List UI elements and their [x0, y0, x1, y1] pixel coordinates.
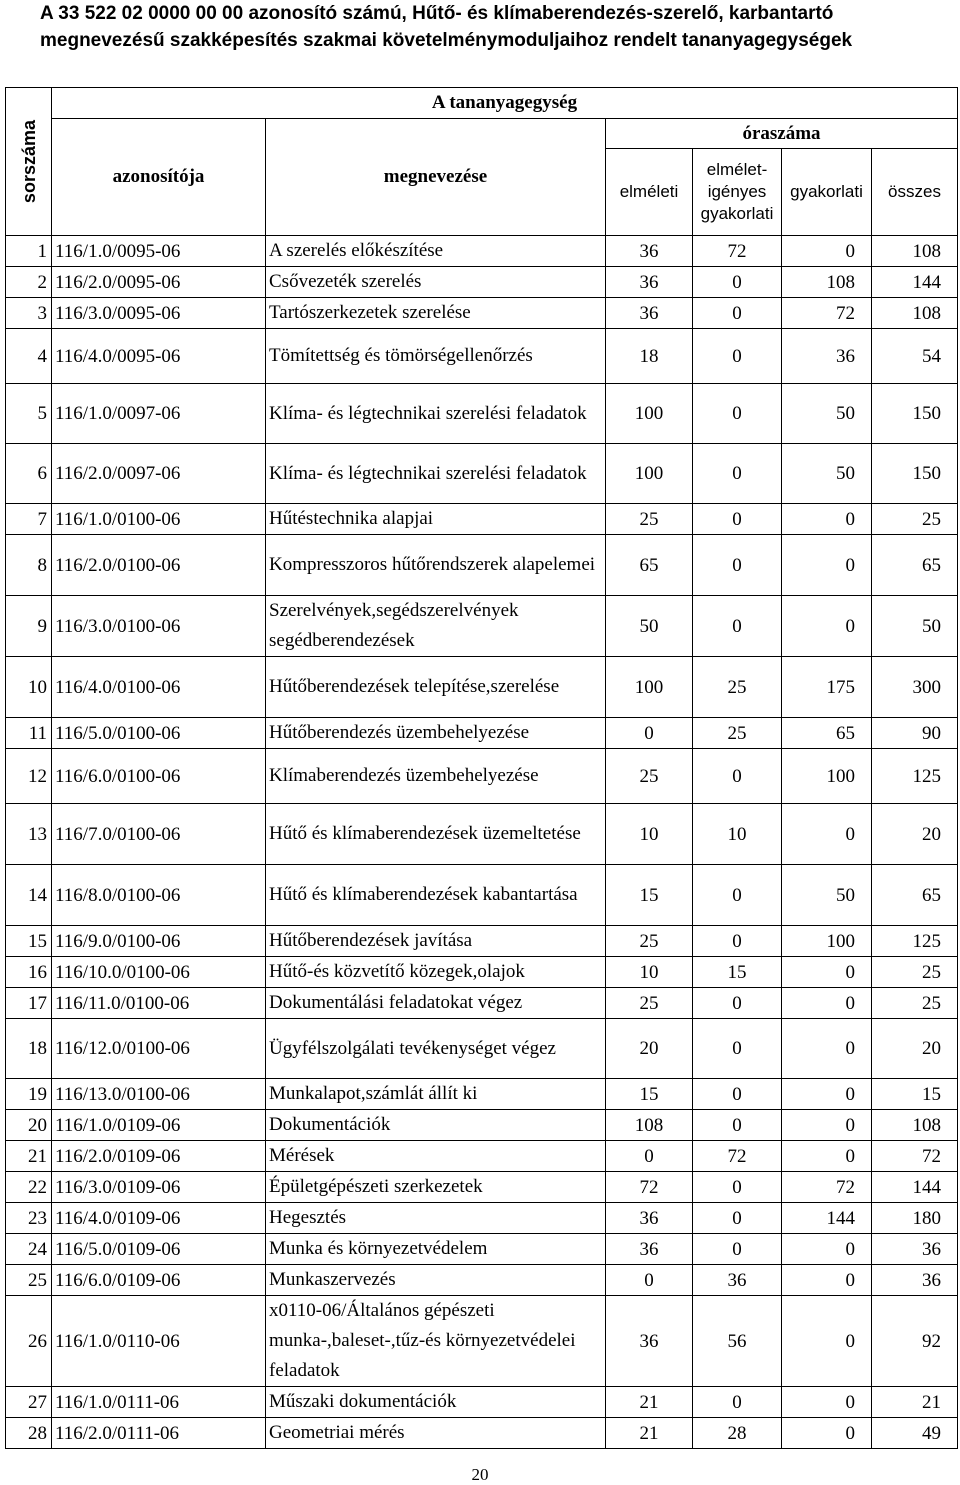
row-elmelet-igenyes: 0 [693, 504, 782, 535]
row-elmelet-igenyes: 0 [693, 298, 782, 329]
row-name: Hűtő és klímaberendezések üzemeltetése [266, 804, 606, 865]
row-osszes: 15 [872, 1079, 958, 1110]
row-elmeleti: 20 [606, 1019, 693, 1079]
row-osszes: 25 [872, 988, 958, 1019]
header-elmeleti: elméleti [606, 149, 693, 236]
header-group: A tananyagegység [52, 88, 958, 119]
row-elmeleti: 18 [606, 329, 693, 384]
row-number: 27 [6, 1387, 52, 1418]
row-number: 26 [6, 1296, 52, 1387]
row-name: Ügyfélszolgálati tevékenységet végez [266, 1019, 606, 1079]
row-elmelet-igenyes: 10 [693, 804, 782, 865]
row-elmelet-igenyes: 0 [693, 926, 782, 957]
row-name: Hűtőberendezések javítása [266, 926, 606, 957]
table-row [6, 1387, 958, 1418]
row-osszes: 144 [872, 1172, 958, 1203]
row-elmeleti: 65 [606, 535, 693, 596]
row-number: 19 [6, 1079, 52, 1110]
row-elmelet-igenyes: 0 [693, 444, 782, 504]
row-name: Munka és környezetvédelem [266, 1234, 606, 1265]
table-row [6, 749, 958, 804]
row-identifier: 116/8.0/0100-06 [52, 865, 266, 926]
row-number: 17 [6, 988, 52, 1019]
row-osszes: 65 [872, 535, 958, 596]
row-number: 22 [6, 1172, 52, 1203]
row-elmeleti: 21 [606, 1418, 693, 1449]
row-number: 21 [6, 1141, 52, 1172]
table-row [6, 865, 958, 926]
row-number: 8 [6, 535, 52, 596]
row-identifier: 116/4.0/0109-06 [52, 1203, 266, 1234]
row-name: Hűtőberendezések telepítése,szerelése [266, 657, 606, 718]
row-name: Mérések [266, 1141, 606, 1172]
table-row [6, 804, 958, 865]
row-identifier: 116/1.0/0111-06 [52, 1387, 266, 1418]
table-body [6, 236, 958, 1449]
row-elmeleti: 25 [606, 926, 693, 957]
row-osszes: 54 [872, 329, 958, 384]
row-name: Hűtő és klímaberendezések kabantartása [266, 865, 606, 926]
row-elmeleti: 50 [606, 596, 693, 657]
table-row [6, 384, 958, 444]
row-number: 25 [6, 1265, 52, 1296]
row-gyakorlati: 100 [782, 926, 872, 957]
row-identifier: 116/1.0/0100-06 [52, 504, 266, 535]
row-identifier: 116/6.0/0100-06 [52, 749, 266, 804]
table-row [6, 535, 958, 596]
row-elmelet-igenyes: 28 [693, 1418, 782, 1449]
row-elmelet-igenyes: 0 [693, 1110, 782, 1141]
row-identifier: 116/7.0/0100-06 [52, 804, 266, 865]
row-elmelet-igenyes: 0 [693, 988, 782, 1019]
row-name: Hűtő-és közvetítő közegek,olajok [266, 957, 606, 988]
row-gyakorlati: 100 [782, 749, 872, 804]
row-elmeleti: 36 [606, 1203, 693, 1234]
row-elmelet-igenyes: 0 [693, 749, 782, 804]
table-row [6, 1079, 958, 1110]
table-row [6, 298, 958, 329]
table-row [6, 329, 958, 384]
row-osszes: 108 [872, 236, 958, 267]
row-elmeleti: 25 [606, 749, 693, 804]
curriculum-table [5, 87, 958, 1449]
row-osszes: 125 [872, 926, 958, 957]
row-gyakorlati: 72 [782, 298, 872, 329]
row-gyakorlati: 36 [782, 329, 872, 384]
row-identifier: 116/6.0/0109-06 [52, 1265, 266, 1296]
row-gyakorlati: 144 [782, 1203, 872, 1234]
row-number: 2 [6, 267, 52, 298]
row-osszes: 36 [872, 1265, 958, 1296]
row-identifier: 116/12.0/0100-06 [52, 1019, 266, 1079]
row-elmeleti: 36 [606, 1234, 693, 1265]
row-gyakorlati: 0 [782, 1418, 872, 1449]
row-gyakorlati: 0 [782, 1019, 872, 1079]
row-elmelet-igenyes: 56 [693, 1296, 782, 1387]
row-name: Munkaszervezés [266, 1265, 606, 1296]
row-number: 1 [6, 236, 52, 267]
row-gyakorlati: 0 [782, 988, 872, 1019]
row-elmelet-igenyes: 72 [693, 1141, 782, 1172]
row-elmeleti: 36 [606, 1296, 693, 1387]
row-elmelet-igenyes: 25 [693, 718, 782, 749]
row-elmeleti: 0 [606, 718, 693, 749]
row-gyakorlati: 0 [782, 1387, 872, 1418]
row-identifier: 116/1.0/0109-06 [52, 1110, 266, 1141]
row-elmelet-igenyes: 72 [693, 236, 782, 267]
row-osszes: 150 [872, 444, 958, 504]
row-elmelet-igenyes: 0 [693, 865, 782, 926]
row-number: 23 [6, 1203, 52, 1234]
row-elmeleti: 108 [606, 1110, 693, 1141]
row-number: 11 [6, 718, 52, 749]
row-number: 6 [6, 444, 52, 504]
row-osszes: 92 [872, 1296, 958, 1387]
row-elmelet-igenyes: 0 [693, 384, 782, 444]
row-name: Klíma- és légtechnikai szerelési feladatok [266, 444, 606, 504]
row-gyakorlati: 0 [782, 236, 872, 267]
row-osszes: 300 [872, 657, 958, 718]
row-identifier: 116/5.0/0100-06 [52, 718, 266, 749]
row-number: 15 [6, 926, 52, 957]
row-gyakorlati: 0 [782, 1110, 872, 1141]
row-gyakorlati: 175 [782, 657, 872, 718]
table-row [6, 1172, 958, 1203]
row-identifier: 116/13.0/0100-06 [52, 1079, 266, 1110]
row-name: A szerelés előkészítése [266, 236, 606, 267]
row-name: Dokumentációk [266, 1110, 606, 1141]
row-gyakorlati: 0 [782, 1141, 872, 1172]
row-name: Hűtéstechnika alapjai [266, 504, 606, 535]
row-elmelet-igenyes: 0 [693, 1203, 782, 1234]
row-identifier: 116/4.0/0100-06 [52, 657, 266, 718]
row-osszes: 108 [872, 1110, 958, 1141]
row-elmelet-igenyes: 0 [693, 1387, 782, 1418]
row-osszes: 50 [872, 596, 958, 657]
row-osszes: 72 [872, 1141, 958, 1172]
row-osszes: 125 [872, 749, 958, 804]
row-gyakorlati: 65 [782, 718, 872, 749]
row-gyakorlati: 0 [782, 1296, 872, 1387]
row-elmelet-igenyes: 0 [693, 535, 782, 596]
row-name: Tömítettség és tömörségellenőrzés [266, 329, 606, 384]
header-osszes: összes [872, 149, 958, 236]
table-row [6, 1203, 958, 1234]
row-elmeleti: 72 [606, 1172, 693, 1203]
row-elmelet-igenyes: 0 [693, 1172, 782, 1203]
row-elmeleti: 21 [606, 1387, 693, 1418]
row-osszes: 108 [872, 298, 958, 329]
row-elmeleti: 0 [606, 1141, 693, 1172]
row-identifier: 116/5.0/0109-06 [52, 1234, 266, 1265]
header-megnevezese: megnevezése [266, 119, 606, 236]
row-identifier: 116/3.0/0100-06 [52, 596, 266, 657]
document-title: A 33 522 02 0000 00 00 azonosító számú, Hűtő- és klímaberendezés-szerelő, karbantartó megnevezésű szakképesítés szakmai követelménymoduljaihoz rendelt tananyagegységek [40, 3, 853, 51]
row-elmelet-igenyes: 15 [693, 957, 782, 988]
row-osszes: 20 [872, 804, 958, 865]
row-osszes: 90 [872, 718, 958, 749]
row-elmeleti: 10 [606, 804, 693, 865]
table-row [6, 1141, 958, 1172]
row-identifier: 116/3.0/0095-06 [52, 298, 266, 329]
row-gyakorlati: 108 [782, 267, 872, 298]
row-number: 10 [6, 657, 52, 718]
row-identifier: 116/10.0/0100-06 [52, 957, 266, 988]
row-number: 4 [6, 329, 52, 384]
table-row [6, 718, 958, 749]
row-number: 28 [6, 1418, 52, 1449]
row-osszes: 20 [872, 1019, 958, 1079]
row-elmelet-igenyes: 25 [693, 657, 782, 718]
row-name: Műszaki dokumentációk [266, 1387, 606, 1418]
row-identifier: 116/2.0/0097-06 [52, 444, 266, 504]
row-gyakorlati: 0 [782, 1234, 872, 1265]
header-azonositoja: azonosítója [52, 119, 266, 236]
row-elmelet-igenyes: 0 [693, 1234, 782, 1265]
row-number: 20 [6, 1110, 52, 1141]
row-number: 18 [6, 1019, 52, 1079]
row-gyakorlati: 50 [782, 865, 872, 926]
row-identifier: 116/1.0/0097-06 [52, 384, 266, 444]
table-row [6, 1265, 958, 1296]
row-elmeleti: 36 [606, 236, 693, 267]
row-identifier: 116/1.0/0110-06 [52, 1296, 266, 1387]
row-gyakorlati: 0 [782, 957, 872, 988]
table-row [6, 1296, 958, 1387]
row-name: Hegesztés [266, 1203, 606, 1234]
row-elmelet-igenyes: 0 [693, 1019, 782, 1079]
row-gyakorlati: 50 [782, 384, 872, 444]
row-gyakorlati: 0 [782, 504, 872, 535]
row-number: 5 [6, 384, 52, 444]
row-identifier: 116/2.0/0109-06 [52, 1141, 266, 1172]
row-elmeleti: 36 [606, 298, 693, 329]
row-identifier: 116/1.0/0095-06 [52, 236, 266, 267]
row-gyakorlati: 0 [782, 596, 872, 657]
row-gyakorlati: 0 [782, 1079, 872, 1110]
table-row [6, 926, 958, 957]
table-row [6, 1234, 958, 1265]
table-row [6, 444, 958, 504]
row-osszes: 21 [872, 1387, 958, 1418]
row-gyakorlati: 0 [782, 1265, 872, 1296]
row-osszes: 150 [872, 384, 958, 444]
table-row [6, 1418, 958, 1449]
table-row [6, 988, 958, 1019]
row-elmeleti: 10 [606, 957, 693, 988]
row-name: Épületgépészeti szerkezetek [266, 1172, 606, 1203]
row-osszes: 25 [872, 957, 958, 988]
row-name: Kompresszoros hűtőrendszerek alapelemei [266, 535, 606, 596]
row-elmelet-igenyes: 36 [693, 1265, 782, 1296]
row-name: Klíma- és légtechnikai szerelési feladatok [266, 384, 606, 444]
row-elmeleti: 100 [606, 657, 693, 718]
table-row [6, 267, 958, 298]
row-gyakorlati: 0 [782, 804, 872, 865]
row-elmeleti: 15 [606, 1079, 693, 1110]
row-elmelet-igenyes: 0 [693, 329, 782, 384]
header-oraszama: óraszáma [606, 119, 958, 149]
row-number: 3 [6, 298, 52, 329]
row-name: Szerelvények,segédszerelvények segédberendezések [266, 596, 606, 657]
row-elmeleti: 100 [606, 444, 693, 504]
row-name: x0110-06/Általános gépészeti munka-,baleset-,tűz-és környezetvédelei feladatok [266, 1296, 606, 1387]
row-name: Klímaberendezés üzembehelyezése [266, 749, 606, 804]
row-elmelet-igenyes: 0 [693, 596, 782, 657]
row-elmeleti: 25 [606, 988, 693, 1019]
row-number: 13 [6, 804, 52, 865]
row-elmeleti: 0 [606, 1265, 693, 1296]
row-name: Munkalapot,számlát állít ki [266, 1079, 606, 1110]
row-identifier: 116/9.0/0100-06 [52, 926, 266, 957]
row-elmelet-igenyes: 0 [693, 1079, 782, 1110]
row-gyakorlati: 50 [782, 444, 872, 504]
row-identifier: 116/2.0/0095-06 [52, 267, 266, 298]
page-number: 20 [471, 1465, 489, 1484]
row-number: 24 [6, 1234, 52, 1265]
row-number: 14 [6, 865, 52, 926]
table-row [6, 1019, 958, 1079]
row-number: 7 [6, 504, 52, 535]
row-elmeleti: 15 [606, 865, 693, 926]
row-name: Csővezeték szerelés [266, 267, 606, 298]
row-elmeleti: 25 [606, 504, 693, 535]
table-row [6, 504, 958, 535]
row-identifier: 116/11.0/0100-06 [52, 988, 266, 1019]
row-elmelet-igenyes: 0 [693, 267, 782, 298]
row-osszes: 65 [872, 865, 958, 926]
row-number: 16 [6, 957, 52, 988]
table-row [6, 236, 958, 267]
header-gyakorlati: gyakorlati [782, 149, 872, 236]
row-name: Hűtőberendezés üzembehelyezése [266, 718, 606, 749]
row-osszes: 49 [872, 1418, 958, 1449]
row-name: Dokumentálási feladatokat végez [266, 988, 606, 1019]
row-identifier: 116/2.0/0111-06 [52, 1418, 266, 1449]
row-identifier: 116/4.0/0095-06 [52, 329, 266, 384]
row-name: Tartószerkezetek szerelése [266, 298, 606, 329]
table-row [6, 596, 958, 657]
row-osszes: 180 [872, 1203, 958, 1234]
row-identifier: 116/3.0/0109-06 [52, 1172, 266, 1203]
header-elmelet-igenyes-gyakorlati: elmélet- igényes gyakorlati [693, 149, 782, 236]
header-sorszama: sorszáma [6, 88, 52, 236]
table-row [6, 957, 958, 988]
row-osszes: 25 [872, 504, 958, 535]
row-identifier: 116/2.0/0100-06 [52, 535, 266, 596]
row-elmeleti: 100 [606, 384, 693, 444]
row-gyakorlati: 72 [782, 1172, 872, 1203]
row-osszes: 36 [872, 1234, 958, 1265]
row-osszes: 144 [872, 267, 958, 298]
table-row [6, 657, 958, 718]
row-gyakorlati: 0 [782, 535, 872, 596]
row-number: 9 [6, 596, 52, 657]
row-elmeleti: 36 [606, 267, 693, 298]
row-number: 12 [6, 749, 52, 804]
row-name: Geometriai mérés [266, 1418, 606, 1449]
table-row [6, 1110, 958, 1141]
